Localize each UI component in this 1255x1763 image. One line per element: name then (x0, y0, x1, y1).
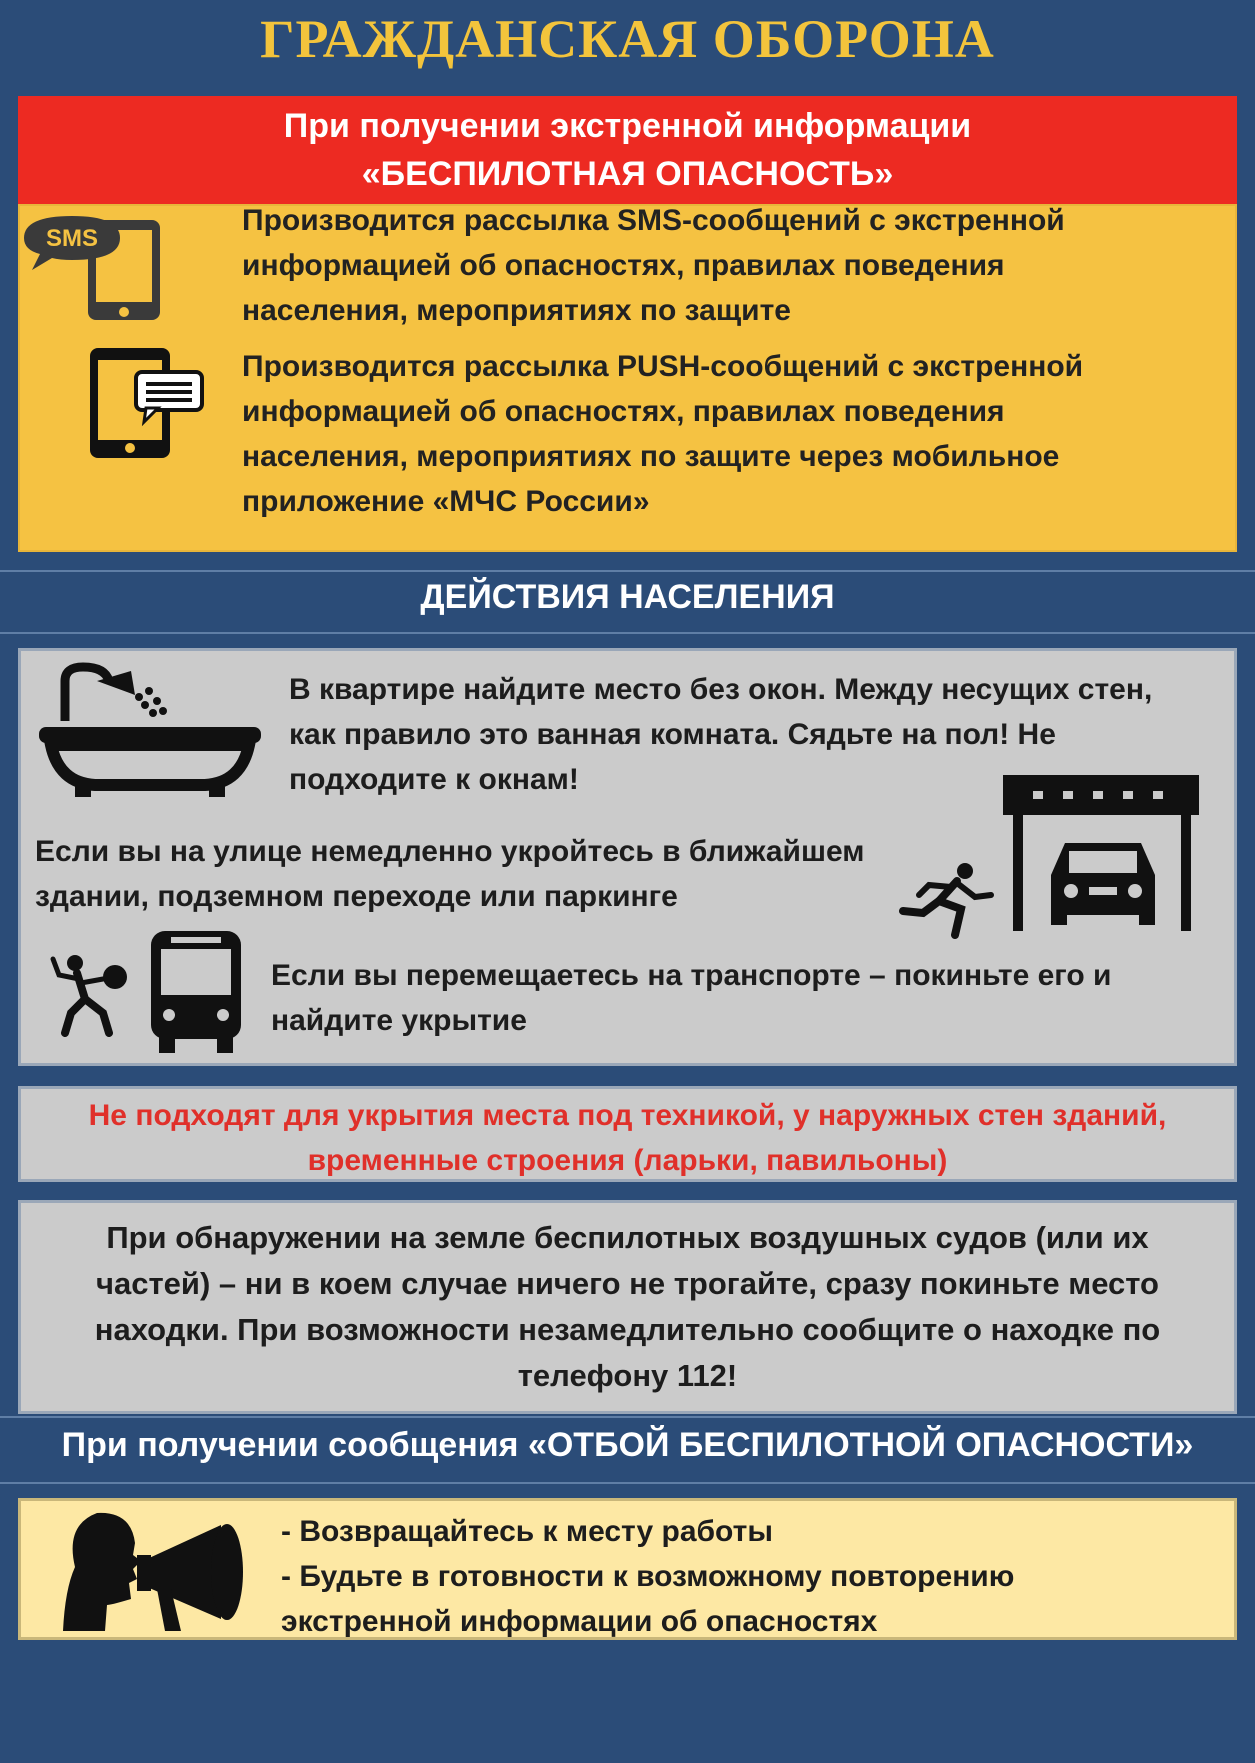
megaphone-icon (61, 1509, 261, 1633)
notifications-panel (18, 204, 1237, 552)
list-item: - Возвращайтесь к месту работы (281, 1515, 773, 1548)
exiting-person-icon (45, 953, 137, 1037)
actions-heading: ДЕЙСТВИЯ НАСЕЛЕНИЯ (420, 578, 835, 616)
all-clear-heading: При получении сообщения «ОТБОЙ БЕСПИЛОТНОЙ ОПАСНОСТИ» (61, 1426, 1194, 1464)
divider (0, 570, 1255, 572)
divider (0, 1482, 1255, 1484)
all-clear-text: - Возвращайтесь к месту работы - Будьте в готовности к возможному повторению экстренной информации об опасностях (281, 1509, 1014, 1644)
apartment-text: В квартире найдите место без окон. Между несущих стен, как правило это ванная комната. Сядьте на пол! Не подходите к окнам! (289, 673, 1153, 796)
push-phone-icon (80, 344, 250, 464)
running-person-icon (899, 861, 999, 941)
page-title: ГРАЖДАНСКАЯ ОБОРОНА (260, 9, 995, 69)
alert-line-2: «БЕСПИЛОТНАЯ ОПАСНОСТЬ» (361, 155, 894, 193)
push-info-text: Производится рассылка PUSH-сообщений с экстренной информацией об опасностях, правилах поведения населения, мероприятиях по защите через мобильное приложение «МЧС России» (242, 350, 1084, 518)
divider (0, 1416, 1255, 1418)
drone-found-panel (18, 1200, 1237, 1414)
sms-phone-icon (20, 208, 190, 328)
transport-text: Если вы перемещаетесь на транспорте – покиньте его и найдите укрытие (271, 959, 1112, 1037)
bus-icon (147, 927, 245, 1055)
shelter-warning-panel (18, 1086, 1237, 1182)
bathtub-icon (35, 661, 265, 801)
alert-banner (18, 96, 1237, 204)
drone-found-text: При обнаружении на земле беспилотных воздушных судов (или их частей) – ни в коем случае ничего не трогайте, сразу покиньте место находки. При возможности незамедлительно сообщите о находке по телефону 112! (94, 1220, 1161, 1393)
all-clear-panel (18, 1498, 1237, 1640)
sms-badge-text: SMS (45, 225, 99, 252)
street-text: Если вы на улице немедленно укройтесь в ближайшем здании, подземном переходе или паркинге (35, 835, 865, 913)
divider (0, 632, 1255, 634)
actions-panel (18, 648, 1237, 1066)
alert-line-1: При получении экстренной информации (283, 107, 972, 145)
parking-garage-icon (1003, 775, 1203, 933)
list-item: - Будьте в готовности к возможному повторению (281, 1560, 1015, 1593)
shelter-warning-text: Не подходят для укрытия места под техникой, у наружных стен зданий, временные строения (ларьки, павильоны) (88, 1099, 1167, 1177)
sms-info-text: Производится рассылка SMS-сообщений с экстренной информацией об опасностях, правилах поведения населения, мероприятиях по защите (242, 204, 1065, 327)
